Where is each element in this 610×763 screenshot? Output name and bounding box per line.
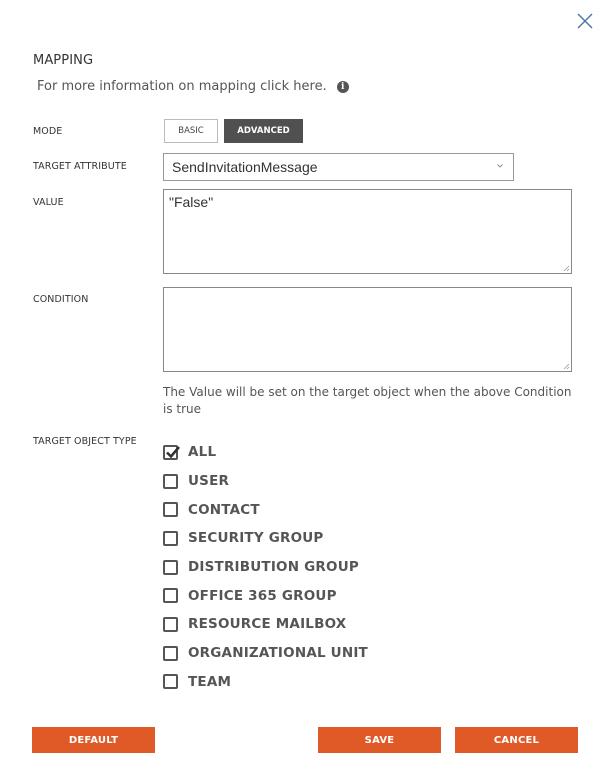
close-icon <box>576 12 594 30</box>
checkbox-unchecked[interactable] <box>163 531 178 546</box>
value-text: "False" <box>169 194 214 210</box>
info-text[interactable]: For more information on mapping click here. <box>37 79 327 94</box>
checkbox-team[interactable]: TEAM <box>163 668 368 697</box>
info-link[interactable] <box>37 79 349 94</box>
checkbox-unchecked[interactable] <box>163 646 178 661</box>
save-button[interactable]: SAVE <box>318 727 441 753</box>
info-circle-icon[interactable]: i <box>337 81 349 93</box>
checkbox-all[interactable]: ALL <box>163 438 368 467</box>
target-object-type-list <box>163 438 368 696</box>
target-object-type-label: TARGET OBJECT TYPE <box>33 436 137 447</box>
mode-advanced-button[interactable]: ADVANCED <box>224 119 303 143</box>
checkbox-unchecked[interactable] <box>163 588 178 603</box>
cancel-button[interactable]: CANCEL <box>455 727 578 753</box>
checkbox-office-365-group[interactable]: OFFICE 365 GROUP <box>163 581 368 610</box>
checkbox-distribution-group[interactable]: DISTRIBUTION GROUP <box>163 553 368 582</box>
close-button[interactable] <box>576 12 594 30</box>
checkbox-unchecked[interactable] <box>163 474 178 489</box>
condition-label: CONDITION <box>33 294 89 305</box>
resize-handle-icon[interactable] <box>562 362 570 370</box>
checkbox-organizational-unit[interactable]: ORGANIZATIONAL UNIT <box>163 639 368 668</box>
target-attribute-select[interactable] <box>163 153 514 181</box>
chevron-down-icon <box>497 163 503 169</box>
dialog-title: MAPPING <box>33 53 94 68</box>
checkbox-unchecked[interactable] <box>163 674 178 689</box>
mode-basic-button[interactable]: BASIC <box>164 119 218 143</box>
checkbox-unchecked[interactable] <box>163 560 178 575</box>
checkbox-unchecked[interactable] <box>163 617 178 632</box>
checkmark-icon <box>164 444 181 461</box>
condition-textarea[interactable] <box>163 287 572 372</box>
target-attribute-value: SendInvitationMessage <box>172 159 318 175</box>
mode-label: MODE <box>33 126 63 137</box>
checkbox-security-group[interactable]: SECURITY GROUP <box>163 524 368 553</box>
value-label: VALUE <box>33 197 64 208</box>
checkbox-unchecked[interactable] <box>163 502 178 517</box>
checkbox-checked[interactable] <box>163 445 178 460</box>
value-textarea[interactable] <box>163 189 572 274</box>
condition-hint: The Value will be set on the target object when the above Condition is true <box>163 385 572 416</box>
resize-handle-icon[interactable] <box>562 264 570 272</box>
default-button[interactable]: DEFAULT <box>32 727 155 753</box>
target-attribute-label: TARGET ATTRIBUTE <box>33 161 127 172</box>
checkbox-resource-mailbox[interactable]: RESOURCE MAILBOX <box>163 610 368 639</box>
checkbox-user[interactable]: USER <box>163 467 368 496</box>
checkbox-contact[interactable]: CONTACT <box>163 495 368 524</box>
